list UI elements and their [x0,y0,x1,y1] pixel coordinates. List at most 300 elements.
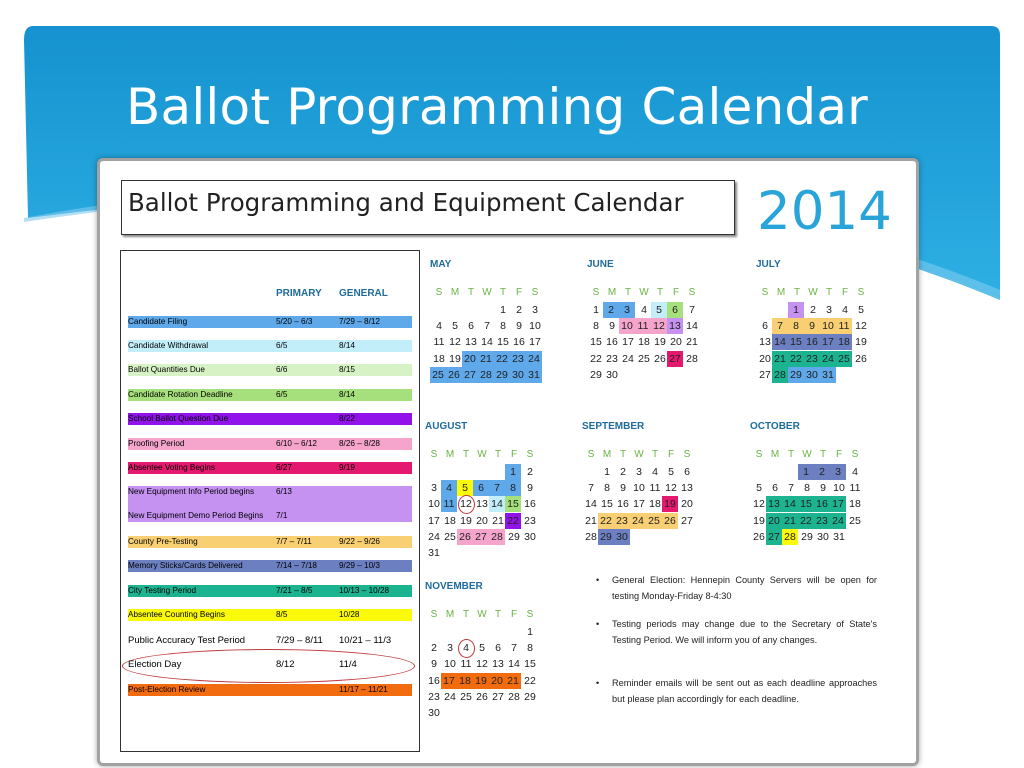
calendar-day: 15 [505,496,521,512]
legend-primary: 5/20 – 6/3 [276,317,313,326]
calendar-day: 6 [468,320,474,333]
calendar-day: 28 [585,530,597,543]
calendar-day: 1 [500,304,506,316]
calendar-day: 4 [457,640,475,656]
calendar-day: 29 [801,530,813,543]
calendar-day: 14 [585,498,597,511]
legend-row [128,462,412,474]
weekday-label: T [494,449,502,460]
weekday-label: S [688,287,696,298]
calendar-day: 22 [494,351,510,367]
legend-general: 11/4 [339,659,357,670]
calendar-day: 1 [798,464,814,480]
calendar-day: 26 [446,367,462,383]
weekday-label: F [510,449,518,460]
calendar-day: 9 [609,320,615,333]
weekday-label: M [770,449,780,460]
calendar-day: 17 [428,514,440,527]
calendar-day: 10 [428,498,440,511]
calendar-day: 24 [526,351,542,367]
calendar-day: 17 [529,336,541,349]
calendar-day: 5 [756,482,762,495]
calendar-day: 13 [759,336,771,349]
calendar-day: 5 [452,320,458,333]
note-item: • Testing periods may change due to the Secretary of State's Testing Period. We will inform you of any changes. [612,616,877,648]
document-title: Ballot Programming and Equipment Calendar [121,180,735,235]
legend-label: Ballot Quantities Due [128,365,205,374]
calendar-day: 18 [457,673,473,689]
weekday-label: T [624,287,632,298]
calendar-day: 25 [646,513,662,529]
calendar-day: 19 [473,673,489,689]
calendar-day: 14 [508,658,520,671]
calendar-day: 28 [508,690,520,703]
calendar-day: 3 [830,464,846,480]
legend-label: New Equipment Info Period begins [128,487,255,496]
weekday-label: F [510,609,518,620]
calendar-day: 30 [606,368,618,381]
calendar-day: 29 [598,529,614,545]
slide-title: Ballot Programming Calendar [126,78,868,136]
weekday-label: T [656,287,664,298]
calendar-day: 24 [820,351,836,367]
calendar-day: 21 [585,514,597,527]
calendar-day: 16 [513,336,525,349]
calendar-day: 16 [606,336,618,349]
legend-primary: 7/1 [276,511,288,520]
legend-general: 8/26 – 8/28 [339,439,380,448]
calendar-day: 6 [772,482,778,495]
calendar-day: 21 [505,673,521,689]
calendar-day: 13 [465,336,477,349]
legend-general: 10/13 – 10/28 [339,586,390,595]
calendar-year: 2014 [757,181,892,242]
legend-row [128,413,412,425]
calendar-day: 29 [524,690,536,703]
calendar-day: 1 [604,466,610,478]
calendar-day: 7 [788,482,794,495]
legend-general: 7/29 – 8/12 [339,317,380,326]
calendar-day: 18 [444,514,456,527]
weekday-label: S [526,609,534,620]
calendar-day: 19 [460,514,472,527]
weekday-label: T [494,609,502,620]
calendar-day: 30 [428,707,440,719]
calendar-day: 3 [447,642,453,655]
calendar-day: 25 [444,530,456,543]
weekday-label: S [430,449,438,460]
legend-general: 10/21 – 11/3 [339,635,392,646]
calendar-day: 23 [524,514,536,527]
calendar-day: 23 [614,513,630,529]
calendar-day: 10 [833,482,845,495]
legend-box [120,250,420,752]
weekday-label: S [683,449,691,460]
weekday-label: T [619,449,627,460]
calendar-day: 25 [638,352,650,365]
legend-general: 11/17 – 11/21 [339,685,388,694]
calendar-day: 11 [649,482,661,495]
legend-general: 8/22 [339,414,355,423]
calendar-day: 14 [489,496,505,512]
calendar-day: 28 [489,529,505,545]
calendar-day: 28 [782,529,798,545]
legend-label: Absentee Counting Begins [128,610,225,619]
legend-general: 9/19 [339,463,355,472]
calendar-day: 2 [516,304,522,316]
calendar-day: 6 [495,642,501,655]
general-header: GENERAL [339,288,388,299]
month-name: SEPTEMBER [582,421,645,432]
legend-label: Post-Election Review [128,685,206,694]
calendar-day: 16 [814,496,830,512]
calendar-day: 5 [858,304,864,316]
calendar-day: 12 [449,336,461,349]
calendar-day: 9 [527,482,533,495]
calendar-day: 12 [753,498,765,511]
legend-row [128,510,412,522]
calendar-day: 19 [855,336,867,349]
calendar-day: 18 [649,498,661,511]
calendar-day: 1 [593,304,599,316]
legend-label: New Equipment Demo Period Begins [128,511,264,520]
calendar-day: 29 [788,367,804,383]
calendar-day: 2 [814,464,830,480]
calendar-day: 20 [462,351,478,367]
weekday-label: T [793,287,801,298]
weekday-label: F [672,287,680,298]
calendar-day: 14 [782,496,798,512]
legend-label: Absentee Voting Begins [128,463,215,472]
calendar-day: 19 [662,496,678,512]
calendar-day: 20 [489,673,505,689]
note-item: • Reminder emails will be sent out as each deadline approaches but please plan accordingly for each deadline. [612,675,877,707]
calendar-day: 20 [476,514,488,527]
calendar-day: 22 [598,513,614,529]
legend-label: County Pre-Testing [128,537,198,546]
weekday-label: W [482,287,492,298]
calendar-day: 21 [478,351,494,367]
calendar-day: 15 [798,496,814,512]
calendar-day: 8 [788,318,804,334]
month-name: MAY [430,259,452,270]
calendar-day: 31 [526,367,542,383]
calendar-day: 17 [633,498,645,511]
calendar-day: 24 [630,513,646,529]
calendar-day: 25 [430,367,446,383]
legend-row [128,684,412,696]
weekday-label: S [587,449,595,460]
month-name: JULY [756,259,781,270]
weekday-label: S [857,287,865,298]
calendar-day: 30 [524,530,536,543]
calendar-day: 5 [457,480,473,496]
calendar-day: 26 [476,690,488,703]
legend-primary: 7/14 – 7/18 [276,561,317,570]
weekday-label: M [607,287,617,298]
legend-general: 8/14 [339,390,355,399]
legend-row [128,560,412,572]
calendar-day: 27 [667,351,683,367]
calendar-day: 24 [830,513,846,529]
weekday-label: T [825,287,833,298]
weekday-label: M [445,609,455,620]
calendar-day: 16 [804,334,820,350]
calendar-day: 8 [500,320,506,333]
primary-header: PRIMARY [276,288,322,299]
calendar-day: 10 [820,318,836,334]
legend-row [128,364,412,376]
calendar-day: 8 [604,482,610,495]
calendar-day: 15 [788,334,804,350]
calendar-day: 22 [524,674,536,687]
calendar-day: 5 [668,466,674,478]
calendar-day: 3 [532,304,538,316]
legend-label: Public Accuracy Test Period [128,635,246,646]
weekday-label: S [531,287,539,298]
weekday-label: S [851,449,859,460]
month-name: OCTOBER [750,421,800,432]
calendar-day: 2 [620,466,626,478]
calendar-day: 12 [665,482,677,495]
legend-primary: 6/13 [276,487,292,496]
calendar-day: 25 [849,514,861,527]
calendar-day: 13 [667,318,683,334]
calendar-day: 31 [833,530,845,543]
calendar-day: 12 [651,318,667,334]
weekday-label: M [450,287,460,298]
calendar-day: 6 [473,480,489,496]
calendar-day: 5 [651,302,667,318]
legend-row [128,389,412,401]
legend-primary: 7/7 – 7/11 [276,537,312,546]
calendar-day: 21 [686,336,698,349]
calendar-day: 8 [505,480,521,496]
calendar-day: 22 [590,352,602,365]
weekday-label: T [787,449,795,460]
legend-label: City Testing Period [128,586,197,595]
calendar-day: 30 [614,529,630,545]
weekday-label: F [515,287,523,298]
calendar-day: 3 [826,304,832,316]
calendar-day: 11 [441,496,457,512]
legend-row [128,659,412,671]
calendar-day: 27 [759,368,771,381]
calendar-day: 9 [620,482,626,495]
calendar-day: 30 [510,367,526,383]
weekday-label: S [435,287,443,298]
weekday-label: F [841,287,849,298]
calendar-day: 9 [804,318,820,334]
calendar-day: 13 [476,498,488,511]
calendar-day: 28 [686,352,698,365]
calendar-day: 12 [476,658,488,671]
weekday-label: W [634,449,644,460]
calendar-day: 27 [473,529,489,545]
calendar-day: 7 [489,480,505,496]
calendar-day: 17 [622,336,634,349]
calendar-day: 9 [820,482,826,495]
month-name: AUGUST [425,421,468,432]
calendar-day: 22 [798,513,814,529]
legend-primary: 7/21 – 8/5 [276,586,313,595]
calendar-day: 28 [478,367,494,383]
calendar-day: 22 [505,513,521,529]
calendar-day: 18 [638,336,650,349]
weekday-label: M [776,287,786,298]
weekday-label: S [755,449,763,460]
calendar-day: 7 [484,320,490,333]
calendar-day: 13 [492,658,504,671]
calendar-day: 3 [431,482,437,495]
weekday-label: T [467,287,475,298]
calendar-day: 27 [462,367,478,383]
calendar-day: 15 [601,498,613,511]
calendar-day: 27 [681,514,693,527]
legend-row [128,438,412,450]
calendar-day: 4 [852,466,858,478]
calendar-day: 23 [804,351,820,367]
weekday-label: S [592,287,600,298]
calendar-day: 6 [667,302,683,318]
calendar-document [97,158,919,766]
calendar-day: 30 [817,530,829,543]
note-item: • General Election: Hennepin County Servers will be open for testing Monday-Friday 8-4:30 [612,572,877,604]
calendar-day: 30 [804,367,820,383]
weekday-label: T [462,609,470,620]
calendar-day: 2 [431,642,437,655]
calendar-day: 20 [759,352,771,365]
calendar-day: 4 [652,466,658,478]
calendar-day: 8 [804,482,810,495]
calendar-day: 26 [654,352,666,365]
legend-label: Election Day [128,659,182,670]
calendar-day: 26 [753,530,765,543]
calendar-day: 3 [619,302,635,318]
calendar-day: 3 [636,466,642,478]
calendar-day: 18 [849,498,861,511]
legend-primary: 6/6 [276,365,288,374]
calendar-day: 16 [617,498,629,511]
legend-primary: 6/5 [276,341,288,350]
legend-label: Candidate Rotation Deadline [128,390,233,399]
calendar-day: 20 [681,498,693,511]
weekday-label: W [477,609,487,620]
calendar-day: 13 [681,482,693,495]
legend-general: 8/14 [339,341,355,350]
calendar-day: 31 [428,547,440,559]
legend-label: Candidate Filing [128,317,188,326]
month-name: JUNE [587,259,614,270]
calendar-day: 21 [492,514,504,527]
weekday-label: W [808,287,818,298]
calendar-day: 14 [772,334,788,350]
calendar-day: 11 [460,658,472,671]
calendar-day: 12 [457,496,475,512]
calendar-day: 7 [511,642,517,655]
calendar-day: 10 [633,482,645,495]
calendar-day: 26 [662,513,678,529]
calendar-day: 13 [766,496,782,512]
calendar-day: 11 [433,336,445,349]
calendar-day: 11 [849,482,861,495]
legend-primary: 6/5 [276,390,288,399]
calendar-day: 26 [855,352,867,365]
calendar-day: 23 [606,352,618,365]
calendar-day: 11 [635,318,651,334]
calendar-day: 1 [527,626,533,638]
calendar-day: 10 [619,318,635,334]
month-name: NOVEMBER [425,581,483,592]
weekday-label: F [667,449,675,460]
calendar-day: 2 [810,304,816,316]
legend-general: 8/15 [339,365,355,374]
calendar-day: 4 [842,304,848,316]
calendar-day: 20 [670,336,682,349]
legend-label: Candidate Withdrawal [128,341,209,350]
calendar-day: 16 [428,674,440,687]
calendar-day: 14 [686,320,698,333]
weekday-label: F [835,449,843,460]
legend-primary: 7/29 – 8/11 [276,635,323,646]
weekday-label: S [430,609,438,620]
legend-row [128,316,412,328]
calendar-day: 23 [814,513,830,529]
calendar-day: 27 [492,690,504,703]
calendar-day: 7 [689,304,695,316]
weekday-label: T [819,449,827,460]
calendar-day: 24 [444,690,456,703]
legend-primary: 8/12 [276,659,295,670]
calendar-day: 23 [510,351,526,367]
weekday-label: S [526,449,534,460]
calendar-day: 4 [441,480,457,496]
calendar-day: 27 [766,529,782,545]
weekday-label: S [761,287,769,298]
legend-primary: 8/5 [276,610,288,619]
weekday-label: M [445,449,455,460]
weekday-label: T [651,449,659,460]
calendar-day: 7 [772,318,788,334]
calendar-day: 29 [508,530,520,543]
calendar-day: 1 [505,464,521,480]
calendar-day: 2 [527,466,533,478]
legend-label: School Ballot Question Due [128,414,229,423]
calendar-day: 1 [788,302,804,318]
calendar-day: 15 [497,336,509,349]
weekday-label: W [477,449,487,460]
calendar-day: 28 [772,367,788,383]
calendar-day: 11 [836,318,852,334]
legend-primary: 6/27 [276,463,292,472]
weekday-label: M [602,449,612,460]
weekday-label: W [802,449,812,460]
calendar-day: 17 [820,334,836,350]
legend-label: Proofing Period [128,439,185,448]
calendar-day: 19 [753,514,765,527]
calendar-day: 23 [428,690,440,703]
calendar-day: 21 [772,351,788,367]
legend-label: Memory Sticks/Cards Delivered [128,561,243,570]
calendar-day: 8 [593,320,599,333]
legend-row [128,340,412,352]
calendar-day: 17 [441,673,457,689]
calendar-day: 2 [603,302,619,318]
legend-row [128,635,412,647]
calendar-day: 24 [428,530,440,543]
calendar-day: 4 [436,320,442,333]
calendar-day: 29 [590,368,602,381]
